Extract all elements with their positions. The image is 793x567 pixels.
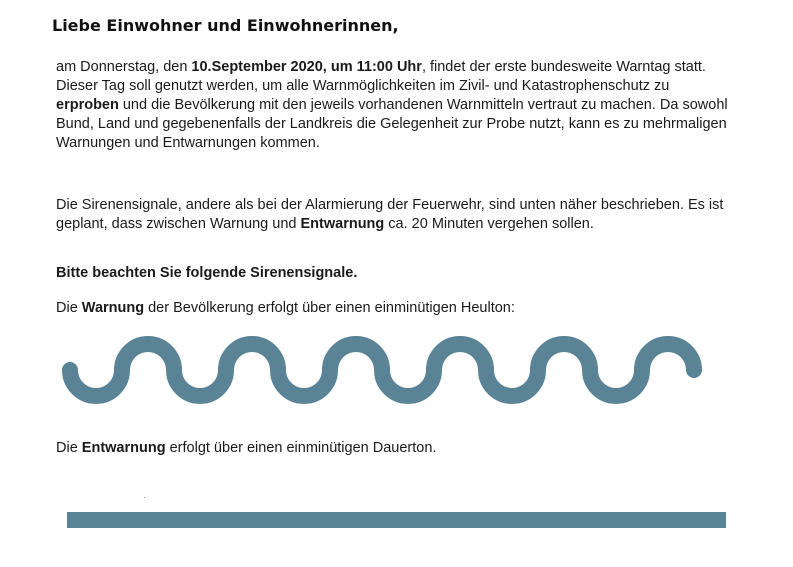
sirens-text-2: ca. 20 Minuten vergehen sollen. <box>384 216 594 232</box>
all-clear-label: Entwarnung <box>81 440 166 456</box>
all-clear-text-2: erfolgt über einen einminütigen Dauerton. <box>165 440 437 456</box>
paragraph-intro <box>56 58 736 153</box>
warning-text-1: Die <box>56 300 82 316</box>
letter-heading: Liebe Einwohner und Einwohnerinnen, <box>52 16 399 35</box>
intro-text-2: , findet der erste bundesweite Warntag statt. Dieser Tag soll genutzt werden, um alle Warnmöglichkeiten im Zivil- und Katastrophenschutz zu <box>56 59 706 94</box>
all-clear-text-1: Die <box>56 440 82 456</box>
intro-text-1: am Donnerstag, den <box>56 59 192 75</box>
warning-description <box>56 299 736 318</box>
heulton-wave-path <box>70 344 694 396</box>
signals-notice-text: Bitte beachten Sie folgende Sirenensignale. <box>56 265 358 281</box>
sirens-text-1: Die Sirenensignale, andere als bei der Alarmierung der Feuerwehr, sind unten näher beschrieben. Es ist geplant, dass zwischen Warnung und <box>56 197 724 232</box>
heulton-wave-icon <box>60 330 740 426</box>
sirens-entwarnung: Entwarnung <box>300 216 385 232</box>
intro-text-3: und die Bevölkerung mit den jeweils vorhandenen Warnmitteln vertraut zu machen. Da sowohl Bund, Land und gegebenenfalls der Landkreis die Gelegenheit zur Probe nutzt, kann es zu mehrmaligen Warnungen und Entwarnungen kommen. <box>56 97 728 151</box>
paragraph-sirens <box>56 196 736 234</box>
intro-erproben: erproben <box>56 97 119 113</box>
intro-date-time: 10.September 2020, um 11:00 Uhr <box>191 59 422 75</box>
scan-speck <box>144 497 145 498</box>
dauerton-bar-icon <box>67 512 726 528</box>
warning-label: Warnung <box>81 300 145 316</box>
signals-notice <box>56 264 736 283</box>
warning-text-2: der Bevölkerung erfolgt über einen einminütigen Heulton: <box>144 300 515 316</box>
all-clear-description <box>56 439 736 458</box>
